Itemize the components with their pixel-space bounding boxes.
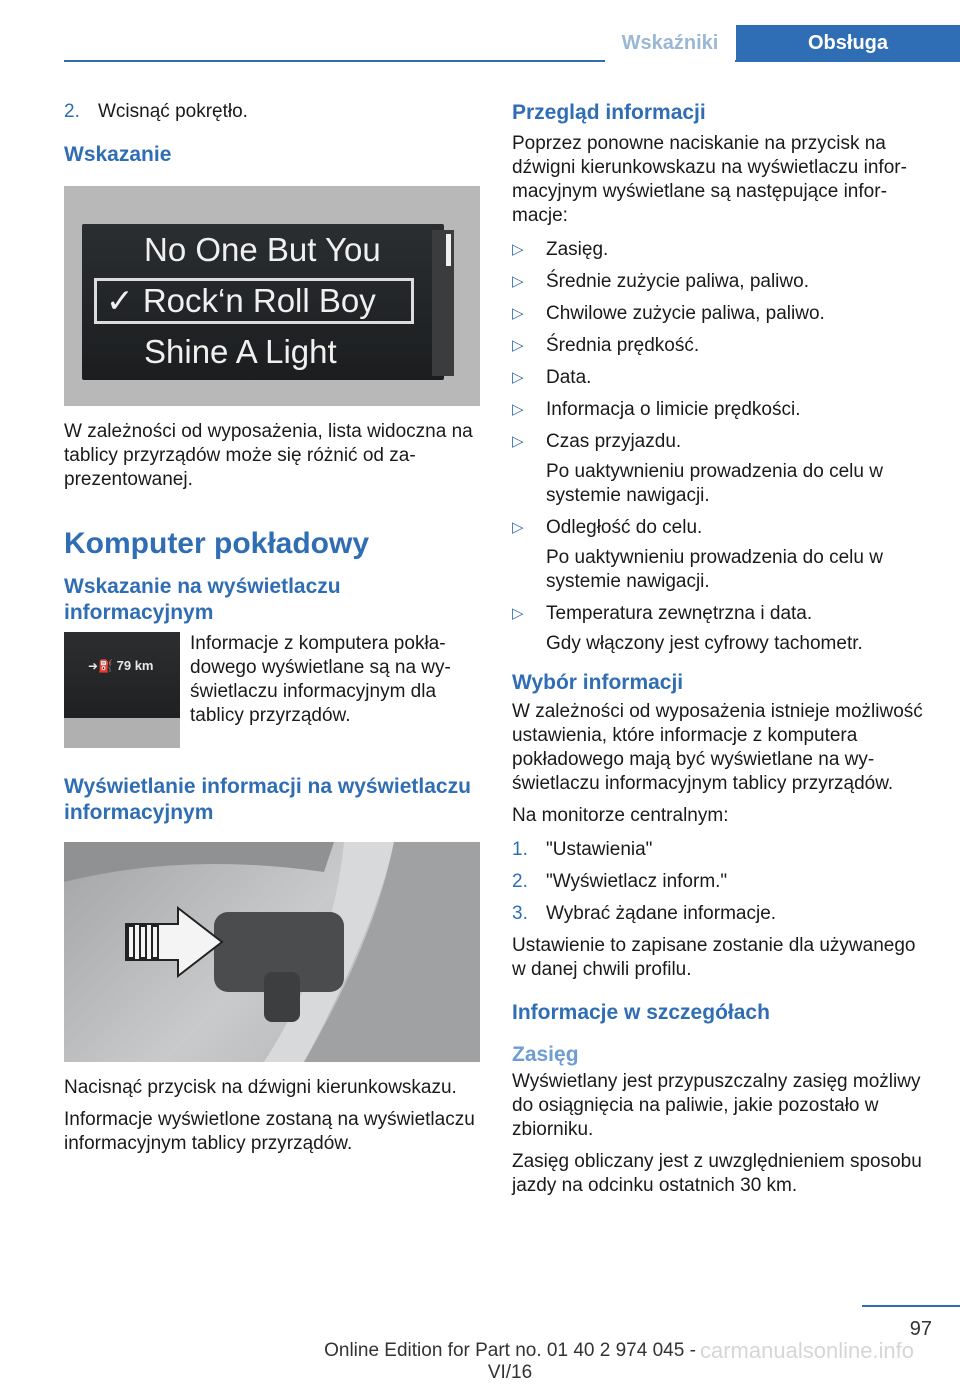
step-2 [64,100,482,124]
bullet-icon: ▷ [512,401,524,418]
bullet-icon: ▷ [512,519,524,536]
list-item-note: Gdy włączony jest cyfrowy tachometr. [546,633,863,654]
heading-wyswietlanie: Wyświetlanie informacji na wyświetlaczu informacyjnym [64,775,471,824]
list-item-text: Informacja o limicie prędkości. [546,399,801,420]
list-item [512,366,932,390]
list-item-text: Czas przyjazdu. [546,431,682,452]
bullet-icon: ▷ [512,605,524,622]
heading-przeglad: Przegląd informacji [512,101,706,124]
step-number: 1. [512,839,528,860]
paragraph-monitor: Na monitorze centralnym: [512,805,729,826]
range-value: 79 km [116,658,154,673]
paragraph-lista: W zależności od wyposażenia, lista widoczna na tablicy przyrządów może się różnić od zaprezentowanej. [64,421,473,490]
page-number: 97 [909,1318,932,1340]
heading-szczegoly: Informacje w szczegółach [512,1001,770,1024]
tab-obsluga[interactable]: Obsługa [736,25,960,62]
list-item [512,516,932,540]
bullet-icon: ▷ [512,337,524,354]
step-3 [512,902,932,926]
list-item [512,238,932,262]
paragraph-zasieg-2: Zasięg obliczany jest z uwzględnieniem sposobu jazdy na odcinku ostatnich 30 km. [512,1151,922,1196]
list-item [512,430,932,454]
fuel-pump-icon: ➜⛽ [88,659,113,673]
step-text: Wybrać żądane informacje. [546,903,777,924]
bullet-icon: ▷ [512,273,524,290]
komputer-block [64,632,482,748]
paragraph-zasieg-1: Wyświetlany jest przypuszczalny zasięg możliwy do osiągnięcia na paliwie, jakie pozostało w zbiorniku. [512,1071,921,1140]
list-item-text: Data. [546,367,592,388]
paragraph-przeglad: Poprzez ponowne naciskanie na przycisk na dźwigni kierunkowskazu na wyświetlaczu informacyjnym wyświetlane są następujące informacje: [512,133,907,226]
scrollbar-thumb [446,234,451,266]
footer-rule [862,1305,960,1307]
stalk-illustration [64,842,480,1062]
paragraph-komputer: Informacje z komputera pokładowego wyświetlane są na wyświetlaczu informacyjnym dla tablicy przyrządów. [190,633,451,726]
list-item-note: Po uaktywnieniu prowadzenia do celu w systemie nawigacji. [546,461,883,506]
heading-wybor: Wybór informacji [512,671,684,694]
heading-wskazanie-info: Wskazanie na wyświetlaczu informacyjnym [64,575,341,624]
bullet-icon: ▷ [512,369,524,386]
edition-note: Online Edition for Part no. 01 40 2 974 045 - VI/16 [324,1340,696,1383]
list-item-text: Chwilowe zużycie paliwa, paliwo. [546,303,825,324]
step-number: 2. [64,101,80,122]
heading-komputer: Komputer pokładowy [64,527,370,560]
right-column [512,100,932,1206]
list-item-text: Temperatura zewnętrzna i data. [546,603,813,624]
step-text: Wcisnąć pokrętło. [98,101,248,122]
watermark: carmanualsonline.info [700,1338,915,1363]
heading-wskazanie: Wskazanie [64,143,172,166]
bullet-icon: ▷ [512,241,524,258]
list-item [512,334,932,358]
info-bullet-list [512,238,932,656]
list-item [512,398,932,422]
step-2 [512,870,932,894]
range-readout [88,658,154,673]
paragraph-nacisnac: Nacisnąć przycisk na dźwigni kierunkowskazu. [64,1077,457,1098]
range-display-image [64,632,180,748]
step-text: "Ustawienia" [546,839,653,860]
paragraph-ustawienie: Ustawienie to zapisane zostanie dla używanego w danej chwili profilu. [512,935,916,980]
playlist-display-image [64,186,480,406]
list-item-text: Średnia prędkość. [546,335,700,356]
list-item-text: Zasięg. [546,239,609,260]
paragraph-informacje: Informacje wyświetlone zostaną na wyświetlaczu informacyjnym tablicy przyrządów. [64,1109,475,1154]
step-number: 3. [512,903,528,924]
bullet-icon: ▷ [512,305,524,322]
turn-signal-stalk-image [64,842,480,1062]
display-line-2: ✓ Rock‘n Roll Boy [106,282,376,319]
bullet-icon: ▷ [512,433,524,450]
list-item [512,270,932,294]
left-column [64,100,482,1164]
tab-wskazniki[interactable]: Wskaźniki [605,25,735,62]
list-item-note: Po uaktywnieniu prowadzenia do celu w systemie nawigacji. [546,547,883,592]
paragraph-wybor: W zależności od wyposażenia istnieje możliwość ustawienia, które informacje z komputera pokładowego mają być wyświetlane na wyświetlaczu informacyjnym tablicy przyrządów. [512,701,923,794]
step-number: 2. [512,871,528,892]
display-line-1: No One But You [144,231,381,268]
range-screen [64,632,180,718]
list-item-text: Odległość do celu. [546,517,703,538]
display-line-3: Shine A Light [144,333,337,370]
list-item [512,302,932,326]
step-1 [512,838,932,862]
step-text: "Wyświetlacz inform." [546,871,728,892]
list-item [512,602,932,626]
list-item-text: Średnie zużycie paliwa, paliwo. [546,271,809,292]
heading-zasieg: Zasięg [512,1043,579,1066]
